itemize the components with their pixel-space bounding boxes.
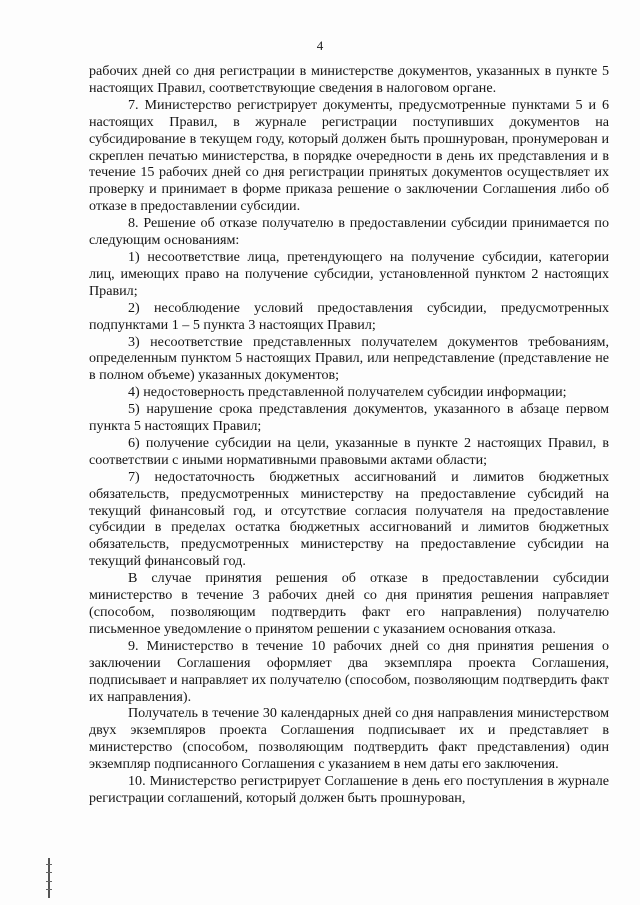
paragraph-refusal-notice: В случае принятия решения об отказе в предоставлении субсидии министерство в течение 3 рабочих дней со дня принятия решения направляет (способом, позволяющим подтвердить факт его направления) получателю письменное уведомление о принятом решении с указанием основания отказа. (89, 570, 609, 637)
paragraph-10: 10. Министерство регистрирует Соглашение в день его поступления в журнале регистрации соглашений, который должен быть прошнурован, (89, 773, 609, 806)
paragraph-8-item-1: 1) несоответствие лица, претендующего на получение субсидии, категории лиц, имеющих право на получение субсидии, установленной пунктом 2 настоящих Правил; (89, 248, 609, 299)
paragraph-8-item-2: 2) несоблюдение условий предоставления субсидии, предусмотренных подпунктами 1 – 5 пункта 3 настоящих Правил; (89, 299, 609, 333)
paragraph-8-item-7: 7) недостаточность бюджетных ассигнований и лимитов бюджетных обязательств, предусмотренных министерству на предоставление субсидий на текущий финансовый год, и отсутствие согласия получателя на предоставление субсидии в пределах остатка бюджетных ассигнований и лимитов бюджетных обязательств, предусмотренных министерству на предоставление субсидии на текущий финансовый год. (89, 468, 609, 570)
paragraph-9-recipient: Получатель в течение 30 календарных дней со дня направления министерством двух экземпляров проекта Соглашения подписывает их и представляет в министерство (способом, позволяющим подтвердить факт представления) один экземпляр подписанного Соглашения с указанием в нем даты его заключения. (89, 705, 609, 773)
paragraph-9: 9. Министерство в течение 10 рабочих дней со дня принятия решения о заключении Соглашения оформляет два экземпляра проекта Соглашения, подписывает и направляет их получателю (способом, позволяющим подтвердить факт их направления). (89, 637, 609, 705)
page-number: 4 (316, 38, 324, 53)
paragraph-8-item-4: 4) недостоверность представленной получателем субсидии информации; (128, 384, 567, 401)
paragraph-8-item-3: 3) несоответствие представленных получателем документов требованиям, определенным пунктом 5 настоящих Правил, или непредставление (представление не в полном объеме) указанных документов; (89, 333, 609, 384)
paragraph-8: 8. Решение об отказе получателю в предоставлении субсидии принимается по следующим основаниям: (89, 215, 609, 249)
paragraph-8-item-6: 6) получение субсидии на цели, указанные в пункте 2 настоящих Правил, в соответствии с иными нормативными правовыми актами области; (89, 434, 609, 468)
paragraph-7: 7. Министерство регистрирует документы, предусмотренные пунктами 5 и 6 настоящих Правил, в журнале регистрации поступивших документов на субсидирование в текущем году, который должен быть прошнурован, пронумерован и скреплен печатью министерства, в порядке очередности в день их представления и в течение 15 рабочих дней со дня регистрации принятых документов осуществляет их проверку и принимает в форме приказа решение о заключении Соглашения либо об отказе в предоставлении субсидии. (89, 96, 609, 215)
paragraph-continuation: рабочих дней со дня регистрации в министерстве документов, указанных в пункте 5 настоящих Правил, соответствующие сведения в налоговом органе. (89, 63, 609, 96)
document-body (89, 63, 609, 807)
binding-mark (46, 858, 52, 898)
paragraph-8-item-5: 5) нарушение срока представления документов, указанного в абзаце первом пункта 5 настоящих Правил; (89, 401, 609, 435)
